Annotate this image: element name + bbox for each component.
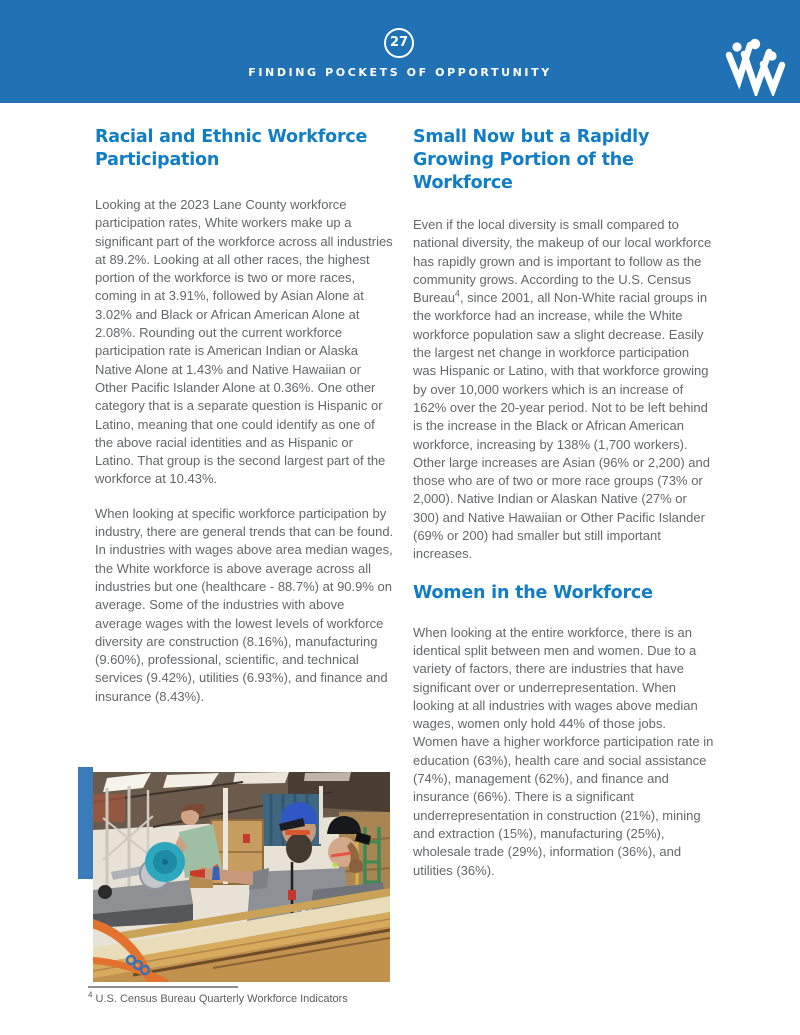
paragraph-industry-trends: When looking at specific workforce participation by industry, there are general trends that can be found. In industries with wages above area median wages, the White workforce is above average across all industries but one (healthcare - 88.7%) at 90.9% on average. Some of the industries with above average wages with the lowest levels of workforce diversity are construction (8.16%), manufacturing (9.60%), professional, scientific, and technical services (9.42%), utilities (6.93%), and finance and insurance (8.43%). xyxy=(95,505,394,704)
right-column xyxy=(413,126,714,880)
section-heading-small-now xyxy=(413,126,714,195)
page-header-band xyxy=(0,0,800,103)
heading-line: Workforce xyxy=(413,173,513,193)
footnote-text xyxy=(88,990,388,1005)
page-number-badge: 27 xyxy=(384,28,414,58)
page-header-title: FINDING POCKETS OF OPPORTUNITY xyxy=(248,66,552,79)
heading-line: Participation xyxy=(95,150,220,170)
section-heading-racial-ethnic xyxy=(95,126,394,172)
left-column xyxy=(95,126,394,706)
paragraph-participation-rates: Looking at the 2023 Lane County workforce participation rates, White workers make up a significant part of the workforce across all industries at 89.2%. Looking at all other races, the highest portion of the workforce is two or more races, coming in at 3.91%, followed by Asian Alone at 3.02% and Black or African American Alone at 2.08%. Rounding out the current workforce participation rate is American Indian or Alaska Native Alone at 1.43% and Native Hawaiian or Other Pacific Islander Alone at 0.36%. One other category that is a separate question is Hispanic or Latino, meaning that one could identify as one of the above racial identities and as Hispanic or Latino. That group is the second largest part of the workforce at 10.43%. xyxy=(95,197,393,487)
section-heading-women-workforce xyxy=(413,582,714,605)
workforce-people-logo-icon xyxy=(722,38,786,96)
footnote-rule xyxy=(88,986,238,988)
footnote-label: U.S. Census Bureau Quarterly Workforce Indicators xyxy=(95,993,348,1005)
paragraph-text: , since 2001, all Non-White racial groups in the workforce had an increase, while the White workforce population saw a slight decrease. Easily the largest net change in workforce participation was Hispanic or Latino, with that workforce growing by over 10,000 workers which is an increase of 162% over the 20-year period. Not to be left behind is the increase in the Black or African American workforce, increasing by 138% (1,700 workers). Other large increases are Asian (96% or 2,200) and those who are of two or more race groups (73% or 2,000). Native Indian or Alaskan Native (27% or 300) and Native Hawaiian or Other Pacific Islander (69% or 200) had smaller but still important increases. xyxy=(413,290,711,562)
workshop-photo xyxy=(93,772,390,982)
footnote-marker: 4 xyxy=(88,990,93,1000)
footnote-reference: 4 xyxy=(454,288,460,299)
paragraph-text: Even if the local diversity is small compared to national diversity, the makeup of our local workforce has rapidly grown and is important to follow as the community grows. According to the U.S. Census Bureau xyxy=(413,217,712,306)
footnote xyxy=(88,986,388,1005)
heading-line: Racial and Ethnic Workforce xyxy=(95,127,368,147)
paragraph-women: When looking at the entire workforce, there is an identical split between men and women. Due to a variety of factors, there are industries that have significant over or underrepresentation. When looking at all industries with wages above median wages, women only hold 44% of those jobs. Women have a higher workforce participation rate in education (63%), health care and social assistance (74%), management (62%), and finance and insurance (66%). There is a significant underrepresentation in construction (21%), mining and extraction (15%), manufacturing (25%), wholesale trade (29%), information (36%), and utilities (36%). xyxy=(413,624,714,878)
heading-line: Women in the Workforce xyxy=(413,582,653,603)
heading-line: Growing Portion of the xyxy=(413,150,634,170)
heading-line: Small Now but a Rapidly xyxy=(413,127,650,147)
photo-accent-bar xyxy=(78,767,93,879)
paragraph-growth xyxy=(413,216,714,564)
